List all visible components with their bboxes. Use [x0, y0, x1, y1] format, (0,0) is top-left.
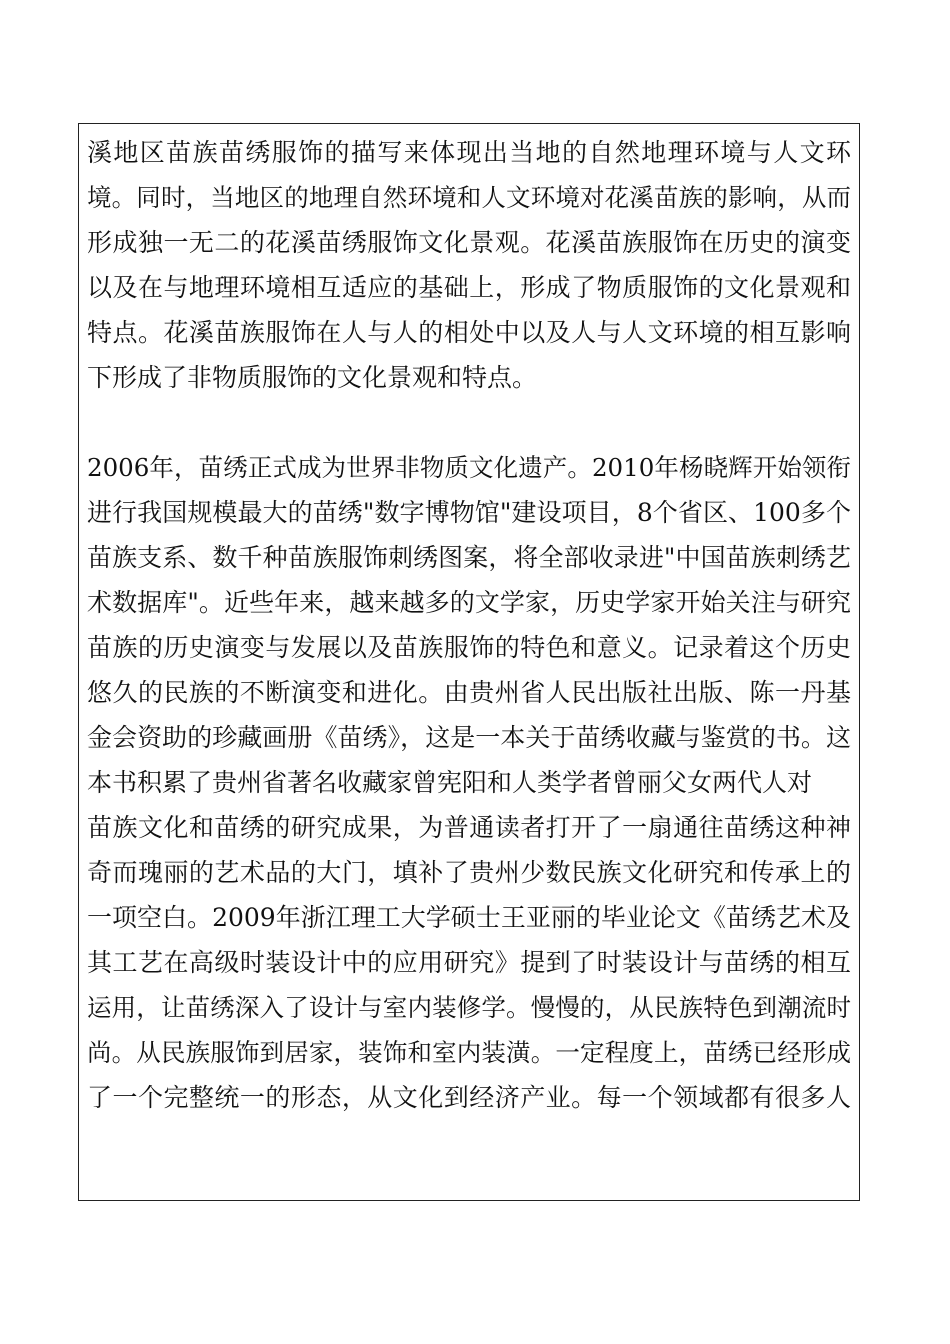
paragraph-1: [87, 130, 851, 400]
document-body: [87, 130, 851, 1120]
text-line: 境。同时，当地区的地理自然环境和人文环境对花溪苗族的影响，从而: [87, 183, 851, 212]
text-line: 金会资助的珍藏画册《苗绣》，这是一本关于苗绣收藏与鉴赏的书。这: [87, 723, 851, 752]
paragraph-2: [87, 445, 851, 1120]
paragraph-gap: [87, 400, 851, 445]
text-line: 溪地区苗族苗绣服饰的描写来体现出当地的自然地理环境与人文环: [87, 138, 851, 167]
text-line: 下形成了非物质服饰的文化景观和特点。: [87, 363, 538, 392]
text-line: 术数据库"。近些年来，越来越多的文学家，历史学家开始关注与研究: [87, 588, 851, 617]
text-line: 形成独一无二的花溪苗绣服饰文化景观。花溪苗族服饰在历史的演变: [87, 228, 851, 257]
text-line: 苗族文化和苗绣的研究成果，为普通读者打开了一扇通往苗绣这种神: [87, 813, 851, 842]
text-line: 2006年，苗绣正式成为世界非物质文化遗产。2010年杨晓辉开始领衔: [87, 453, 851, 482]
text-frame: [78, 123, 860, 1201]
text-line: 本书积累了贵州省著名收藏家曾宪阳和人类学者曾丽父女两代人对: [87, 768, 813, 797]
text-line: 苗族的历史演变与发展以及苗族服饰的特色和意义。记录着这个历史: [87, 633, 851, 662]
text-line: 以及在与地理环境相互适应的基础上，形成了物质服饰的文化景观和: [87, 273, 851, 302]
text-line: 其工艺在高级时装设计中的应用研究》提到了时装设计与苗绣的相互: [87, 948, 851, 977]
text-line: 苗族支系、数千种苗族服饰刺绣图案，将全部收录进"中国苗族刺绣艺: [87, 543, 851, 572]
text-line: 了一个完整统一的形态，从文化到经济产业。每一个领域都有很多人: [87, 1083, 851, 1112]
text-line: 奇而瑰丽的艺术品的大门，填补了贵州少数民族文化研究和传承上的: [87, 858, 851, 887]
text-line: 尚。从民族服饰到居家，装饰和室内装潢。一定程度上，苗绣已经形成: [87, 1038, 851, 1067]
text-line: 特点。花溪苗族服饰在人与人的相处中以及人与人文环境的相互影响: [87, 318, 851, 347]
text-line: 一项空白。2009年浙江理工大学硕士王亚丽的毕业论文《苗绣艺术及: [87, 903, 851, 932]
text-line: 进行我国规模最大的苗绣"数字博物馆"建设项目，8个省区、100多个: [87, 498, 851, 527]
text-line: 运用，让苗绣深入了设计与室内装修学。慢慢的，从民族特色到潮流时: [87, 993, 851, 1022]
text-line: 悠久的民族的不断演变和进化。由贵州省人民出版社出版、陈一丹基: [87, 678, 851, 707]
